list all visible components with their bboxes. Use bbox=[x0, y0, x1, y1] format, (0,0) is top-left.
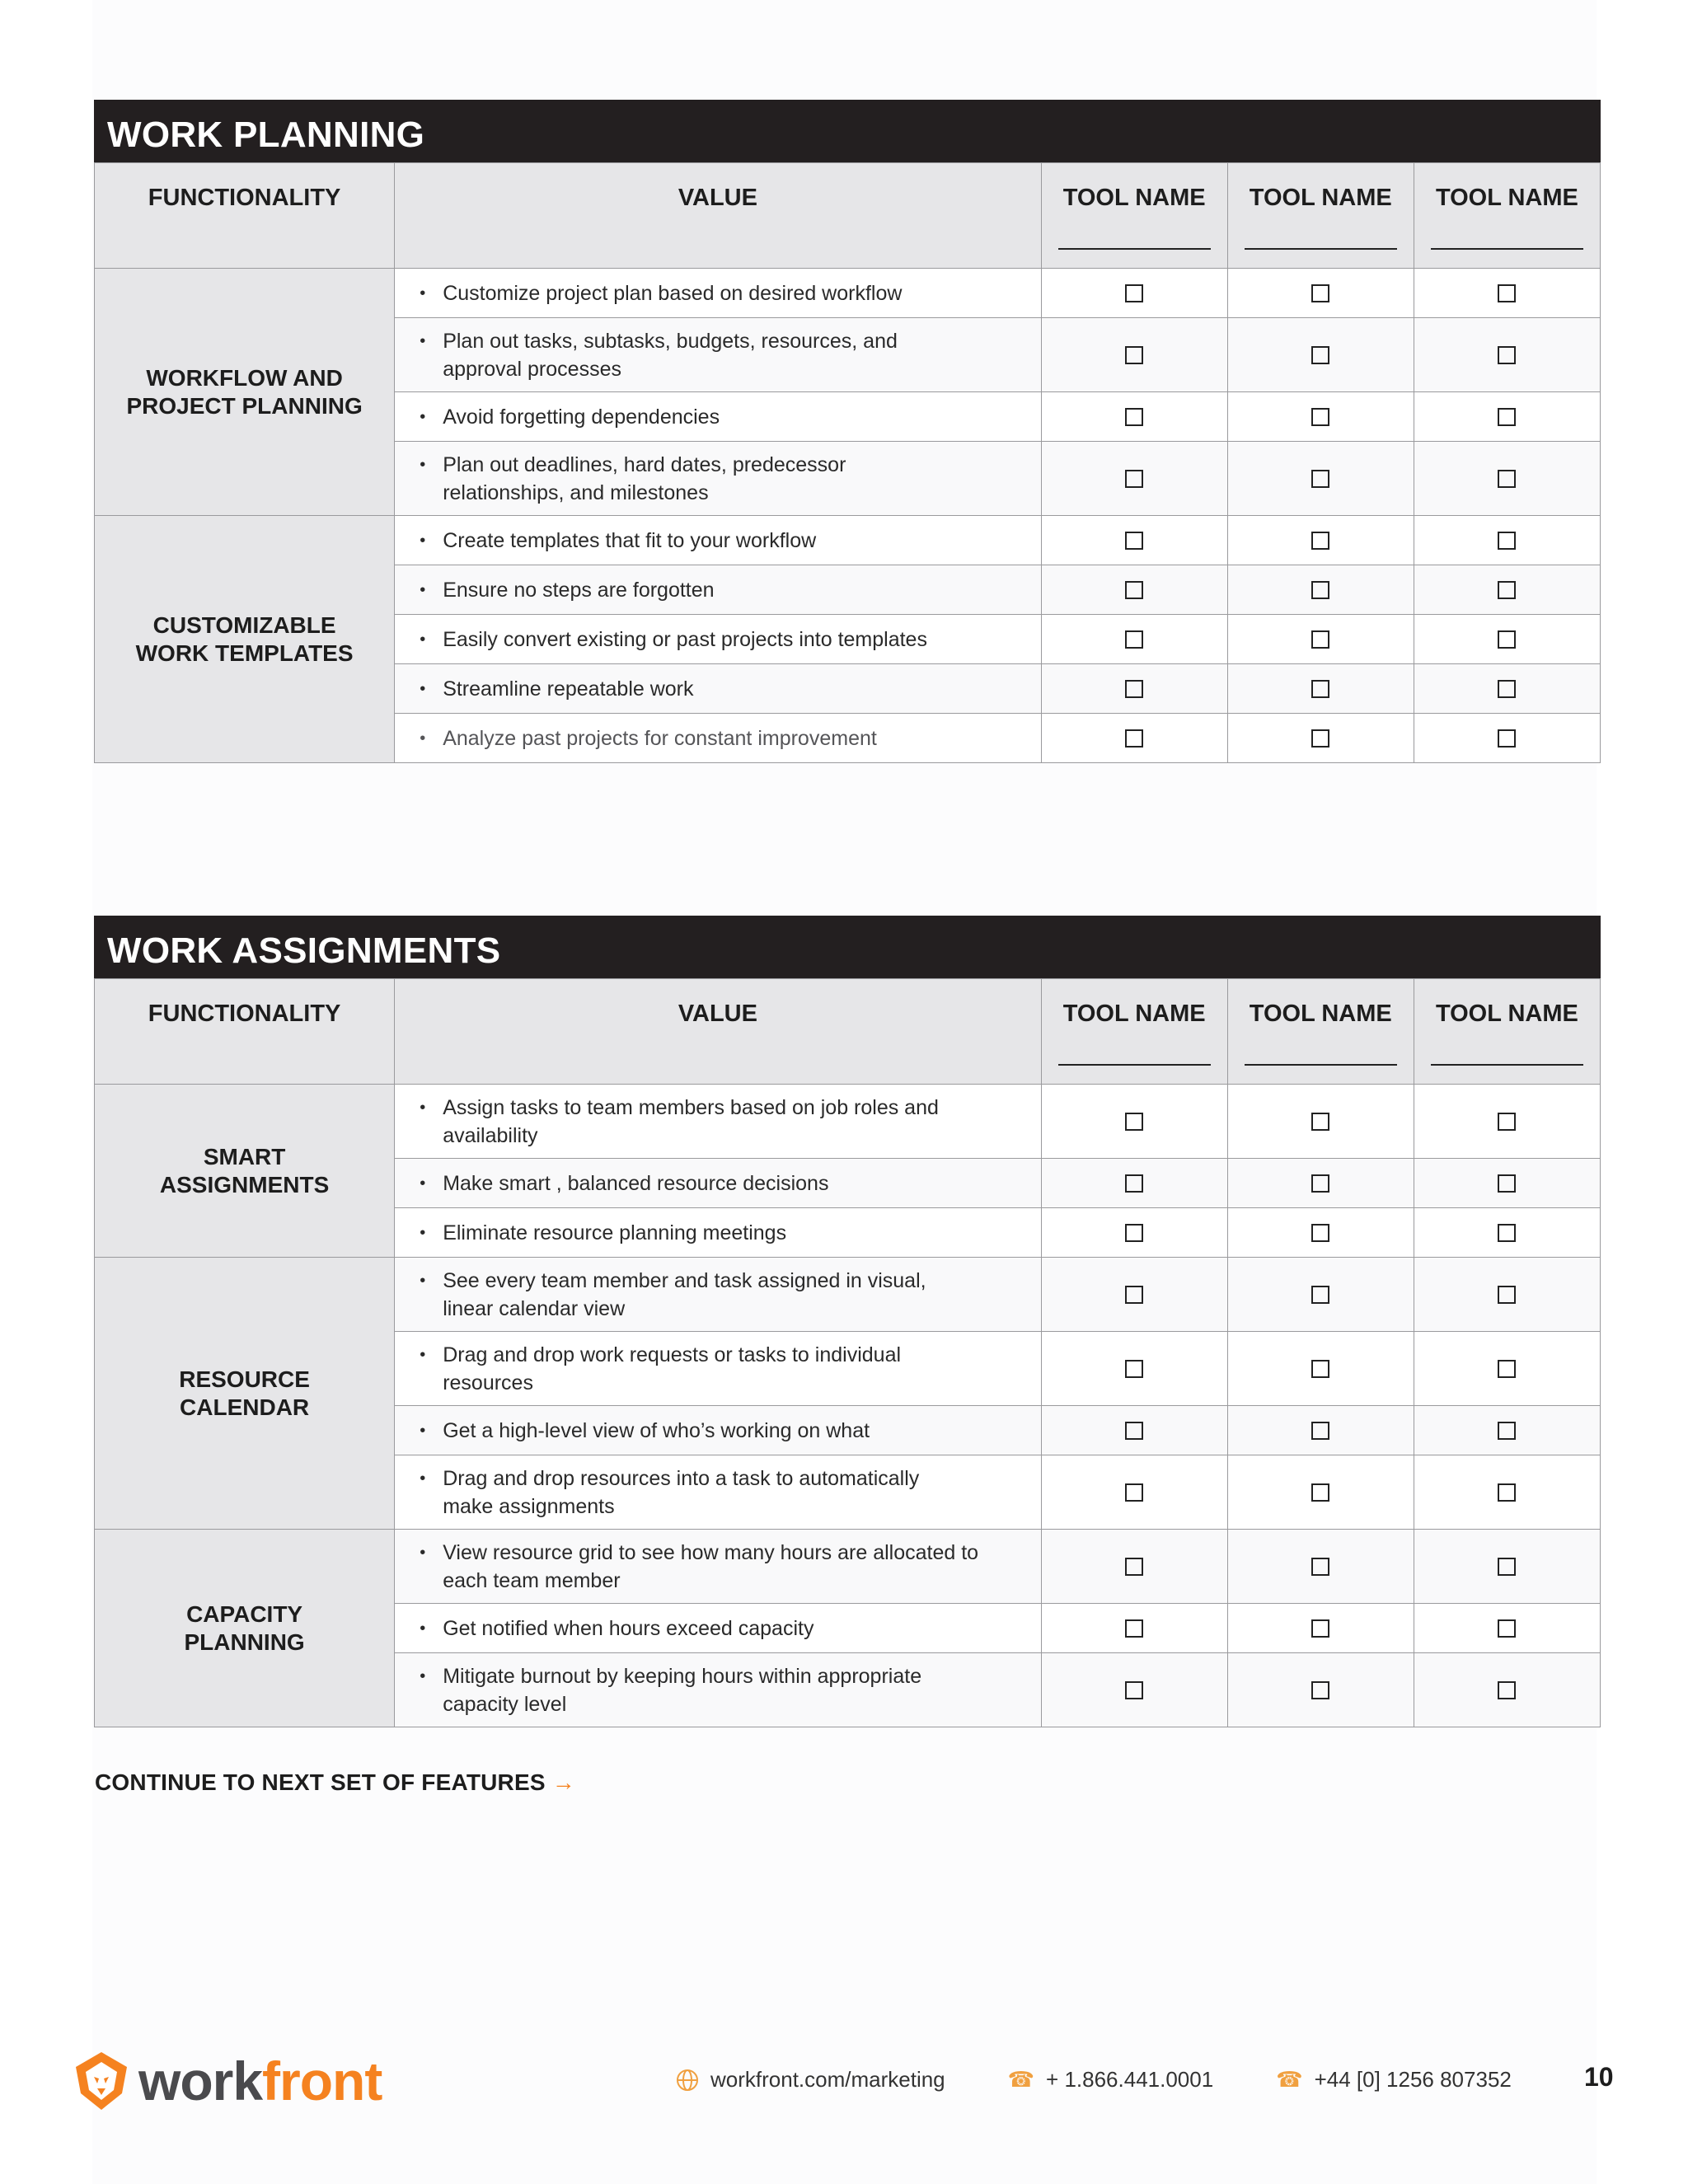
value-text-line: relationships, and milestones bbox=[443, 480, 709, 504]
feature-table bbox=[94, 978, 1601, 1727]
value-cell bbox=[395, 1653, 1041, 1727]
checkbox-cell bbox=[1414, 318, 1600, 392]
checkbox-cell bbox=[1414, 392, 1600, 442]
empty-checkbox-icon[interactable] bbox=[1311, 729, 1329, 748]
functionality-label-line: WORK TEMPLATES bbox=[135, 640, 354, 666]
functionality-label bbox=[95, 269, 395, 516]
value-text-line: Get notified when hours exceed capacity bbox=[443, 1616, 814, 1640]
checkbox-cell bbox=[1041, 1208, 1227, 1258]
workfront-logo bbox=[73, 2050, 382, 2111]
value-cell bbox=[395, 392, 1041, 442]
table-row bbox=[95, 516, 1601, 565]
functionality-label-line: CAPACITY bbox=[186, 1601, 303, 1627]
functionality-label-line: ASSIGNMENTS bbox=[159, 1171, 330, 1197]
empty-checkbox-icon[interactable] bbox=[1125, 729, 1143, 748]
checkbox-cell bbox=[1041, 1653, 1227, 1727]
empty-checkbox-icon[interactable] bbox=[1498, 1422, 1516, 1440]
bullet-icon: • bbox=[420, 284, 426, 302]
empty-checkbox-icon[interactable] bbox=[1498, 630, 1516, 649]
functionality-label bbox=[95, 516, 395, 763]
checkbox-cell bbox=[1227, 1208, 1414, 1258]
checkbox-cell bbox=[1227, 1455, 1414, 1530]
empty-checkbox-icon[interactable] bbox=[1125, 1619, 1143, 1638]
table-row bbox=[95, 1258, 1601, 1332]
value-cell bbox=[395, 1604, 1041, 1653]
empty-checkbox-icon[interactable] bbox=[1498, 470, 1516, 488]
empty-checkbox-icon[interactable] bbox=[1498, 1174, 1516, 1193]
checkbox-cell bbox=[1041, 1604, 1227, 1653]
functionality-label bbox=[95, 1530, 395, 1727]
checkbox-cell bbox=[1227, 516, 1414, 565]
empty-checkbox-icon[interactable] bbox=[1311, 470, 1329, 488]
checkbox-cell bbox=[1414, 1455, 1600, 1530]
value-text-line: Mitigate burnout by keeping hours within appropriate bbox=[443, 1664, 922, 1688]
checkbox-cell bbox=[1041, 318, 1227, 392]
checkbox-cell bbox=[1041, 615, 1227, 664]
checkbox-cell bbox=[1227, 392, 1414, 442]
empty-checkbox-icon[interactable] bbox=[1311, 346, 1329, 364]
functionality-label-line: SMART bbox=[203, 1143, 286, 1169]
empty-checkbox-icon[interactable] bbox=[1498, 1224, 1516, 1242]
lion-logo-icon bbox=[73, 2050, 130, 2111]
bullet-icon: • bbox=[420, 1098, 426, 1117]
empty-checkbox-icon[interactable] bbox=[1311, 1558, 1329, 1576]
empty-checkbox-icon[interactable] bbox=[1498, 1619, 1516, 1638]
checkbox-cell bbox=[1227, 1332, 1414, 1406]
bullet-icon: • bbox=[420, 531, 426, 550]
value-cell bbox=[395, 442, 1041, 516]
checkbox-cell bbox=[1227, 442, 1414, 516]
empty-checkbox-icon[interactable] bbox=[1311, 680, 1329, 698]
website-text: workfront.com/marketing bbox=[710, 2067, 945, 2092]
empty-checkbox-icon[interactable] bbox=[1125, 532, 1143, 550]
checkbox-cell bbox=[1414, 664, 1600, 714]
tool-name-write-line bbox=[1431, 248, 1583, 250]
checkbox-cell bbox=[1414, 1332, 1600, 1406]
bullet-icon: • bbox=[420, 1271, 426, 1290]
tool-name-header[interactable] bbox=[1227, 979, 1414, 1085]
checkbox-cell bbox=[1414, 442, 1600, 516]
checkbox-cell bbox=[1414, 1406, 1600, 1455]
checkbox-cell bbox=[1227, 615, 1414, 664]
tool-name-label: TOOL NAME bbox=[1435, 1001, 1578, 1027]
value-text-line: See every team member and task assigned in visual, bbox=[443, 1268, 926, 1292]
bullet-icon: • bbox=[420, 1469, 426, 1488]
empty-checkbox-icon[interactable] bbox=[1125, 1286, 1143, 1304]
checkbox-cell bbox=[1227, 1604, 1414, 1653]
functionality-label-line: WORKFLOW AND bbox=[146, 364, 343, 391]
value-cell bbox=[395, 269, 1041, 318]
checkbox-cell bbox=[1041, 1530, 1227, 1604]
table-row bbox=[95, 1085, 1601, 1159]
value-text-line: make assignments bbox=[443, 1494, 615, 1518]
section-title: WORK ASSIGNMENTS bbox=[94, 916, 1601, 978]
value-text-line: Easily convert existing or past projects into templates bbox=[443, 627, 927, 651]
website-contact[interactable] bbox=[676, 2067, 945, 2093]
bullet-icon: • bbox=[420, 1666, 426, 1685]
continue-link[interactable] bbox=[95, 1769, 575, 1796]
empty-checkbox-icon[interactable] bbox=[1498, 581, 1516, 599]
value-cell bbox=[395, 714, 1041, 763]
value-cell bbox=[395, 565, 1041, 615]
value-cell bbox=[395, 1258, 1041, 1332]
tool-name-write-line bbox=[1431, 1064, 1583, 1066]
empty-checkbox-icon[interactable] bbox=[1311, 1174, 1329, 1193]
checkbox-cell bbox=[1041, 714, 1227, 763]
value-header: VALUE bbox=[395, 979, 1041, 1085]
empty-checkbox-icon[interactable] bbox=[1498, 1558, 1516, 1576]
checkbox-cell bbox=[1414, 1208, 1600, 1258]
checkbox-cell bbox=[1041, 1455, 1227, 1530]
empty-checkbox-icon[interactable] bbox=[1311, 532, 1329, 550]
tool-name-header[interactable] bbox=[1227, 163, 1414, 269]
checkbox-cell bbox=[1041, 1159, 1227, 1208]
table-row bbox=[95, 269, 1601, 318]
checkbox-cell bbox=[1414, 1258, 1600, 1332]
checkbox-cell bbox=[1227, 1258, 1414, 1332]
functionality-label-line: PROJECT PLANNING bbox=[126, 392, 363, 419]
checkbox-cell bbox=[1414, 714, 1600, 763]
checkbox-cell bbox=[1227, 1159, 1414, 1208]
us-phone-text: + 1.866.441.0001 bbox=[1046, 2067, 1214, 2092]
value-text-line: Create templates that fit to your workflow bbox=[443, 528, 817, 552]
functionality-label-line: CALENDAR bbox=[180, 1394, 310, 1420]
checkbox-cell bbox=[1227, 1653, 1414, 1727]
checkbox-cell bbox=[1414, 269, 1600, 318]
empty-checkbox-icon[interactable] bbox=[1498, 1360, 1516, 1378]
value-text-line: approval processes bbox=[443, 357, 621, 381]
value-text-line: View resource grid to see how many hours are allocated to bbox=[443, 1540, 979, 1564]
us-phone-contact[interactable] bbox=[1008, 2067, 1214, 2093]
bullet-icon: • bbox=[420, 331, 426, 350]
empty-checkbox-icon[interactable] bbox=[1125, 470, 1143, 488]
value-cell bbox=[395, 318, 1041, 392]
empty-checkbox-icon[interactable] bbox=[1311, 284, 1329, 302]
value-cell bbox=[395, 1085, 1041, 1159]
checkbox-cell bbox=[1414, 1085, 1600, 1159]
checkbox-cell bbox=[1414, 1604, 1600, 1653]
empty-checkbox-icon[interactable] bbox=[1498, 729, 1516, 748]
value-text-line: Ensure no steps are forgotten bbox=[443, 578, 715, 602]
tool-name-label: TOOL NAME bbox=[1249, 185, 1392, 211]
empty-checkbox-icon[interactable] bbox=[1498, 1113, 1516, 1131]
bullet-icon: • bbox=[420, 729, 426, 748]
section-title: WORK PLANNING bbox=[94, 100, 1601, 162]
value-cell bbox=[395, 615, 1041, 664]
tool-name-write-line bbox=[1058, 248, 1211, 250]
bullet-icon: • bbox=[420, 1223, 426, 1242]
functionality-label bbox=[95, 1085, 395, 1258]
value-text-line: Assign tasks to team members based on job roles and bbox=[443, 1095, 939, 1119]
checkbox-cell bbox=[1227, 1085, 1414, 1159]
functionality-header: FUNCTIONALITY bbox=[95, 163, 395, 269]
value-cell bbox=[395, 1159, 1041, 1208]
value-cell bbox=[395, 1406, 1041, 1455]
value-text-line: Make smart , balanced resource decisions bbox=[443, 1171, 829, 1195]
globe-icon bbox=[676, 2069, 699, 2092]
tool-name-header[interactable] bbox=[1041, 163, 1227, 269]
value-text-line: Drag and drop work requests or tasks to individual bbox=[443, 1343, 902, 1366]
value-text-line: resources bbox=[443, 1371, 533, 1394]
value-text-line: Eliminate resource planning meetings bbox=[443, 1221, 787, 1244]
bullet-icon: • bbox=[420, 1421, 426, 1440]
empty-checkbox-icon[interactable] bbox=[1498, 1286, 1516, 1304]
checkbox-cell bbox=[1041, 1258, 1227, 1332]
bullet-icon: • bbox=[420, 679, 426, 698]
empty-checkbox-icon[interactable] bbox=[1125, 1113, 1143, 1131]
feature-table bbox=[94, 162, 1601, 763]
checkbox-cell bbox=[1041, 442, 1227, 516]
value-cell bbox=[395, 1332, 1041, 1406]
bullet-icon: • bbox=[420, 630, 426, 649]
empty-checkbox-icon[interactable] bbox=[1125, 1174, 1143, 1193]
checkbox-cell bbox=[1041, 1332, 1227, 1406]
empty-checkbox-icon[interactable] bbox=[1125, 1681, 1143, 1699]
empty-checkbox-icon[interactable] bbox=[1125, 581, 1143, 599]
tool-name-header[interactable] bbox=[1414, 979, 1600, 1085]
value-text-line: Plan out deadlines, hard dates, predecessor bbox=[443, 452, 846, 476]
arrow-right-icon: → bbox=[551, 1769, 575, 1795]
empty-checkbox-icon[interactable] bbox=[1498, 346, 1516, 364]
value-cell bbox=[395, 1530, 1041, 1604]
empty-checkbox-icon[interactable] bbox=[1125, 346, 1143, 364]
functionality-label-line: CUSTOMIZABLE bbox=[152, 612, 336, 638]
value-cell bbox=[395, 1455, 1041, 1530]
checkbox-cell bbox=[1227, 318, 1414, 392]
phone-icon: ☎ bbox=[1007, 2067, 1035, 2092]
functionality-label-line: RESOURCE bbox=[179, 1366, 310, 1392]
empty-checkbox-icon[interactable] bbox=[1125, 680, 1143, 698]
checkbox-cell bbox=[1041, 516, 1227, 565]
value-text-line: capacity level bbox=[443, 1692, 567, 1716]
empty-checkbox-icon[interactable] bbox=[1125, 1558, 1143, 1576]
tool-name-write-line bbox=[1245, 248, 1397, 250]
checkbox-cell bbox=[1227, 269, 1414, 318]
continue-label: CONTINUE TO NEXT SET OF FEATURES bbox=[95, 1769, 546, 1795]
work-planning-section bbox=[94, 100, 1601, 763]
empty-checkbox-icon[interactable] bbox=[1498, 1483, 1516, 1502]
work-assignments-section bbox=[94, 916, 1601, 1727]
value-cell bbox=[395, 516, 1041, 565]
value-text-line: Plan out tasks, subtasks, budgets, resources, and bbox=[443, 329, 898, 353]
tool-name-label: TOOL NAME bbox=[1435, 185, 1578, 211]
value-text-line: Get a high-level view of who’s working on what bbox=[443, 1418, 870, 1442]
value-text-line: Analyze past projects for constant improvement bbox=[443, 726, 877, 750]
empty-checkbox-icon[interactable] bbox=[1498, 532, 1516, 550]
page-number: 10 bbox=[1584, 2062, 1614, 2092]
footer-contacts bbox=[676, 2067, 1574, 2093]
empty-checkbox-icon[interactable] bbox=[1125, 1360, 1143, 1378]
tool-name-header[interactable] bbox=[1041, 979, 1227, 1085]
bullet-icon: • bbox=[420, 1619, 426, 1638]
checkbox-cell bbox=[1041, 1406, 1227, 1455]
checkbox-cell bbox=[1041, 392, 1227, 442]
empty-checkbox-icon[interactable] bbox=[1498, 680, 1516, 698]
tool-name-label: TOOL NAME bbox=[1249, 1001, 1392, 1027]
value-text-line: Avoid forgetting dependencies bbox=[443, 405, 720, 429]
checkbox-cell bbox=[1227, 565, 1414, 615]
functionality-label bbox=[95, 1258, 395, 1530]
value-cell bbox=[395, 1208, 1041, 1258]
functionality-label-line: PLANNING bbox=[184, 1629, 305, 1655]
empty-checkbox-icon[interactable] bbox=[1311, 408, 1329, 426]
empty-checkbox-icon[interactable] bbox=[1311, 1619, 1329, 1638]
uk-phone-text: +44 [0] 1256 807352 bbox=[1314, 2067, 1512, 2092]
checkbox-cell bbox=[1414, 1653, 1600, 1727]
value-text-line: Customize project plan based on desired workflow bbox=[443, 281, 903, 305]
checkbox-cell bbox=[1227, 664, 1414, 714]
checkbox-cell bbox=[1041, 269, 1227, 318]
empty-checkbox-icon[interactable] bbox=[1311, 1224, 1329, 1242]
empty-checkbox-icon[interactable] bbox=[1311, 1681, 1329, 1699]
tool-name-write-line bbox=[1058, 1064, 1211, 1066]
empty-checkbox-icon[interactable] bbox=[1125, 630, 1143, 649]
checkbox-cell bbox=[1227, 714, 1414, 763]
logo-front-text: front bbox=[262, 2050, 382, 2111]
empty-checkbox-icon[interactable] bbox=[1498, 408, 1516, 426]
checkbox-cell bbox=[1227, 1530, 1414, 1604]
functionality-header: FUNCTIONALITY bbox=[95, 979, 395, 1085]
value-header: VALUE bbox=[395, 163, 1041, 269]
tool-name-header[interactable] bbox=[1414, 163, 1600, 269]
checkbox-cell bbox=[1414, 1530, 1600, 1604]
table-row bbox=[95, 1530, 1601, 1604]
bullet-icon: • bbox=[420, 1345, 426, 1364]
phone-icon: ☎ bbox=[1276, 2067, 1303, 2092]
empty-checkbox-icon[interactable] bbox=[1311, 1286, 1329, 1304]
checkbox-cell bbox=[1414, 1159, 1600, 1208]
empty-checkbox-icon[interactable] bbox=[1311, 1422, 1329, 1440]
empty-checkbox-icon[interactable] bbox=[1125, 1224, 1143, 1242]
value-text-line: Drag and drop resources into a task to automatically bbox=[443, 1466, 920, 1490]
empty-checkbox-icon[interactable] bbox=[1125, 1422, 1143, 1440]
tool-name-write-line bbox=[1245, 1064, 1397, 1066]
tool-name-label: TOOL NAME bbox=[1062, 185, 1206, 211]
empty-checkbox-icon[interactable] bbox=[1311, 1483, 1329, 1502]
bullet-icon: • bbox=[420, 1543, 426, 1562]
empty-checkbox-icon[interactable] bbox=[1498, 1681, 1516, 1699]
value-text-line: availability bbox=[443, 1123, 538, 1147]
checkbox-cell bbox=[1414, 516, 1600, 565]
value-text-line: each team member bbox=[443, 1568, 621, 1592]
checkbox-cell bbox=[1041, 565, 1227, 615]
value-text-line: Streamline repeatable work bbox=[443, 677, 694, 701]
empty-checkbox-icon[interactable] bbox=[1311, 630, 1329, 649]
checkbox-cell bbox=[1041, 1085, 1227, 1159]
checkbox-cell bbox=[1227, 1406, 1414, 1455]
empty-checkbox-icon[interactable] bbox=[1311, 1360, 1329, 1378]
checkbox-cell bbox=[1414, 615, 1600, 664]
value-cell bbox=[395, 664, 1041, 714]
bullet-icon: • bbox=[420, 1174, 426, 1193]
empty-checkbox-icon[interactable] bbox=[1125, 284, 1143, 302]
bullet-icon: • bbox=[420, 407, 426, 426]
bullet-icon: • bbox=[420, 580, 426, 599]
empty-checkbox-icon[interactable] bbox=[1498, 284, 1516, 302]
logo-work-text: work bbox=[138, 2050, 263, 2111]
checkbox-cell bbox=[1414, 565, 1600, 615]
uk-phone-contact[interactable] bbox=[1276, 2067, 1512, 2093]
empty-checkbox-icon[interactable] bbox=[1311, 581, 1329, 599]
empty-checkbox-icon[interactable] bbox=[1311, 1113, 1329, 1131]
empty-checkbox-icon[interactable] bbox=[1125, 1483, 1143, 1502]
tool-name-label: TOOL NAME bbox=[1062, 1001, 1206, 1027]
checkbox-cell bbox=[1041, 664, 1227, 714]
value-text-line: linear calendar view bbox=[443, 1296, 626, 1320]
bullet-icon: • bbox=[420, 455, 426, 474]
empty-checkbox-icon[interactable] bbox=[1125, 408, 1143, 426]
